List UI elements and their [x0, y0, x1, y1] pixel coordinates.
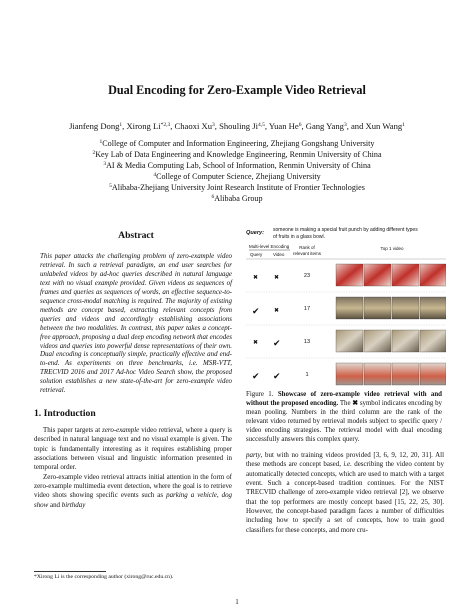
- author-affiliation-mark: 3: [212, 122, 215, 128]
- figure-column-rank-1: Rank of: [299, 245, 315, 250]
- intro-paragraph-2: Zero-example video retrieval attracts initial attention in the form of zero-example multimedia event detection, where the goal is to retrieve video shots showing specific events such as parking a vehicle, dog show and birthday: [34, 472, 233, 509]
- figure-row-3-query-mark: ✖: [253, 340, 259, 346]
- figure-row-2-rank: 17: [303, 306, 311, 312]
- frame-thumbnail: [336, 363, 363, 385]
- figure-row-4-video-mark: ✔: [273, 371, 281, 381]
- figure-column-query: Query: [250, 252, 263, 257]
- figure-row-2: [252, 297, 446, 319]
- figure-row-4-query-mark: ✔: [252, 371, 260, 381]
- frame-thumbnail: [420, 297, 446, 319]
- figure-1: [246, 227, 446, 395]
- figure-column-video: Video: [273, 252, 285, 257]
- frame-thumbnail: [420, 264, 446, 286]
- figure-row-1-query-mark: ✖: [253, 275, 259, 281]
- author-affiliation-mark: 1: [119, 122, 123, 128]
- author-name: and Xun Wang: [350, 121, 403, 131]
- frame-thumbnail: [336, 264, 363, 286]
- intro-heading: 1. Introduction: [34, 408, 96, 419]
- frame-thumbnail: [364, 330, 391, 352]
- page-number: 1: [235, 598, 239, 606]
- affiliation-5: $^5$Alibaba-Zhejiang University Joint Research Institute of Frontier Technologies: [109, 183, 365, 192]
- frame-thumbnail: [420, 363, 446, 385]
- author-name: Jianfeng Dong: [69, 121, 120, 131]
- intro-paragraph-2-cont: party, but with no training videos provided [3, 6, 9, 12, 20, 31]. All these methods are concept based, i.e. describing the video content by automatically detected concepts, which are used to match with a target event. Such a concept-based tradition continues. For the NIST TRECVID challenge of zero-example video retrieval [2], we observe that the top performers are mostly concept based [15, 22, 25, 30]. However, the concept-based paradigm faces a number of difficulties including how to specify a set of concepts, how to train good classifiers for these concepts, and more cru-: [246, 451, 444, 534]
- footnote: *Xirong Li is the corresponding author (xirong@ruc.edu.cn).: [34, 574, 174, 580]
- intro-right-column: [246, 451, 444, 535]
- frame-thumbnail: [392, 297, 419, 319]
- frame-thumbnail: [392, 264, 419, 286]
- figure-row-3-rank: 13: [303, 339, 311, 345]
- footnote-rule: [34, 571, 106, 572]
- author-name: Yuan He: [268, 121, 299, 131]
- paper-title: Dual Encoding for Zero-Example Video Retrieval: [108, 83, 366, 97]
- figure-row-1: [253, 264, 446, 286]
- author-name: Gang Yang: [305, 121, 344, 131]
- figure-1-caption: Figure 1. Showcase of zero-example video retrieval with and without the proposed encoding. The ✖ symbol indicates encoding by mean pooling. Numbers in the third column are the rank of the relevant video returned by retrieval models subject to specific query / video encoding strategies. The retrieval model with dual encoding successfully answers this complex query.: [246, 391, 442, 443]
- figure-column-top1: Top 1 video: [380, 246, 404, 251]
- figure-row-1-rank: 23: [303, 273, 311, 279]
- affiliation-3: $^3$AI & Media Computing Lab, School of Information, Renmin University of China: [103, 161, 371, 170]
- author-name: Chaoxi Xu: [174, 121, 213, 131]
- figure-row-3: [253, 330, 446, 352]
- frame-thumbnail: [336, 330, 363, 352]
- abstract-text: This paper attacks the challenging problem of zero-example video retrieval. In such a retrieval paradigm, an end user searches for unlabeled videos by ad-hoc queries described in natural language text with no visual example provided. Given videos as sequences of frames and queries as sequences of words, an effective sequence-to-sequence cross-modal matching is required. The majority of existing methods are concept based, extracting relevant concepts from queries and videos and accordingly establishing associations between the two modalities. In contrast, this paper takes a concept-free approach, proposing a dual deep encoding network that encodes videos and queries into powerful dense representations of their own. Dual encoding is conceptually simple, practically effective and end-to-end. As experiments on three benchmarks, i.e. MSR-VTT, TRECVID 2016 and 2017 Ad-hoc Video Search show, the proposed solution establishes a new state-of-the-art for zero-example video retrieval.: [40, 252, 232, 395]
- frame-thumbnail: [392, 330, 419, 352]
- affiliation-6: $^6$Alibaba Group: [211, 194, 263, 203]
- frame-thumbnail: [420, 330, 446, 352]
- frame-thumbnail: [364, 297, 391, 319]
- figure-query-text-line-2: of fruits in a glass bowl.: [273, 234, 325, 240]
- affiliation-2: $^2$Key Lab of Data Engineering and Knowledge Engineering, Renmin University of China: [92, 150, 382, 159]
- affiliation-1: $^1$College of Computer and Information Engineering, Zhejiang Gongshang University: [99, 139, 375, 148]
- figure-row-1-video-mark: ✖: [274, 275, 280, 281]
- figure-row-3-video-mark: ✔: [273, 338, 281, 348]
- figure-query-text-line-1: someone is making a special fruit punch by adding different types: [273, 227, 418, 233]
- author-affiliation-mark: 4,5: [257, 122, 265, 128]
- frame-thumbnail: [364, 363, 391, 385]
- figure-query-label: Query:: [246, 230, 265, 236]
- author-affiliation-mark: *2,3: [160, 122, 171, 128]
- figure-row-2-query-mark: ✔: [252, 306, 260, 316]
- affiliation-4: $^4$College of Computer Science, Zhejiang University: [153, 172, 321, 181]
- frame-thumbnail: [364, 264, 391, 286]
- abstract-heading: Abstract: [118, 230, 154, 241]
- figure-column-rank-2: relevant items: [292, 251, 322, 256]
- author-affiliation-mark: 3: [343, 122, 347, 128]
- intro-paragraph-1: This paper targets at zero-example video retrieval, where a query is described in natural language text and no visual example is given. The topic is fundamentally interesting as it requires establishing proper associations between visual and linguistic information presented in temporal order.: [34, 426, 232, 472]
- figure-row-2-video-mark: ✖: [274, 308, 280, 314]
- frame-thumbnail: [392, 363, 419, 385]
- author-list: Jianfeng Dong$^1$, Xirong Li$^{*2,3}$, Chaoxi Xu$^3$, Shouling Ji$^{4,5}$, Yuan He$^6$, Gang Yang$^3$, and Xun Wang$^1$: [69, 121, 405, 131]
- figure-row-4: [252, 363, 446, 385]
- author-affiliation-mark: 1: [402, 122, 405, 128]
- figure-column-multilevel: Multi-level Encoding: [249, 244, 290, 249]
- frame-thumbnail: [336, 297, 363, 319]
- author-name: Xirong Li: [126, 121, 161, 131]
- author-name: Shouling Ji: [219, 121, 258, 131]
- author-affiliation-mark: 6: [298, 122, 302, 128]
- intro-left-column: [34, 426, 232, 510]
- figure-row-4-rank: 1: [305, 372, 309, 378]
